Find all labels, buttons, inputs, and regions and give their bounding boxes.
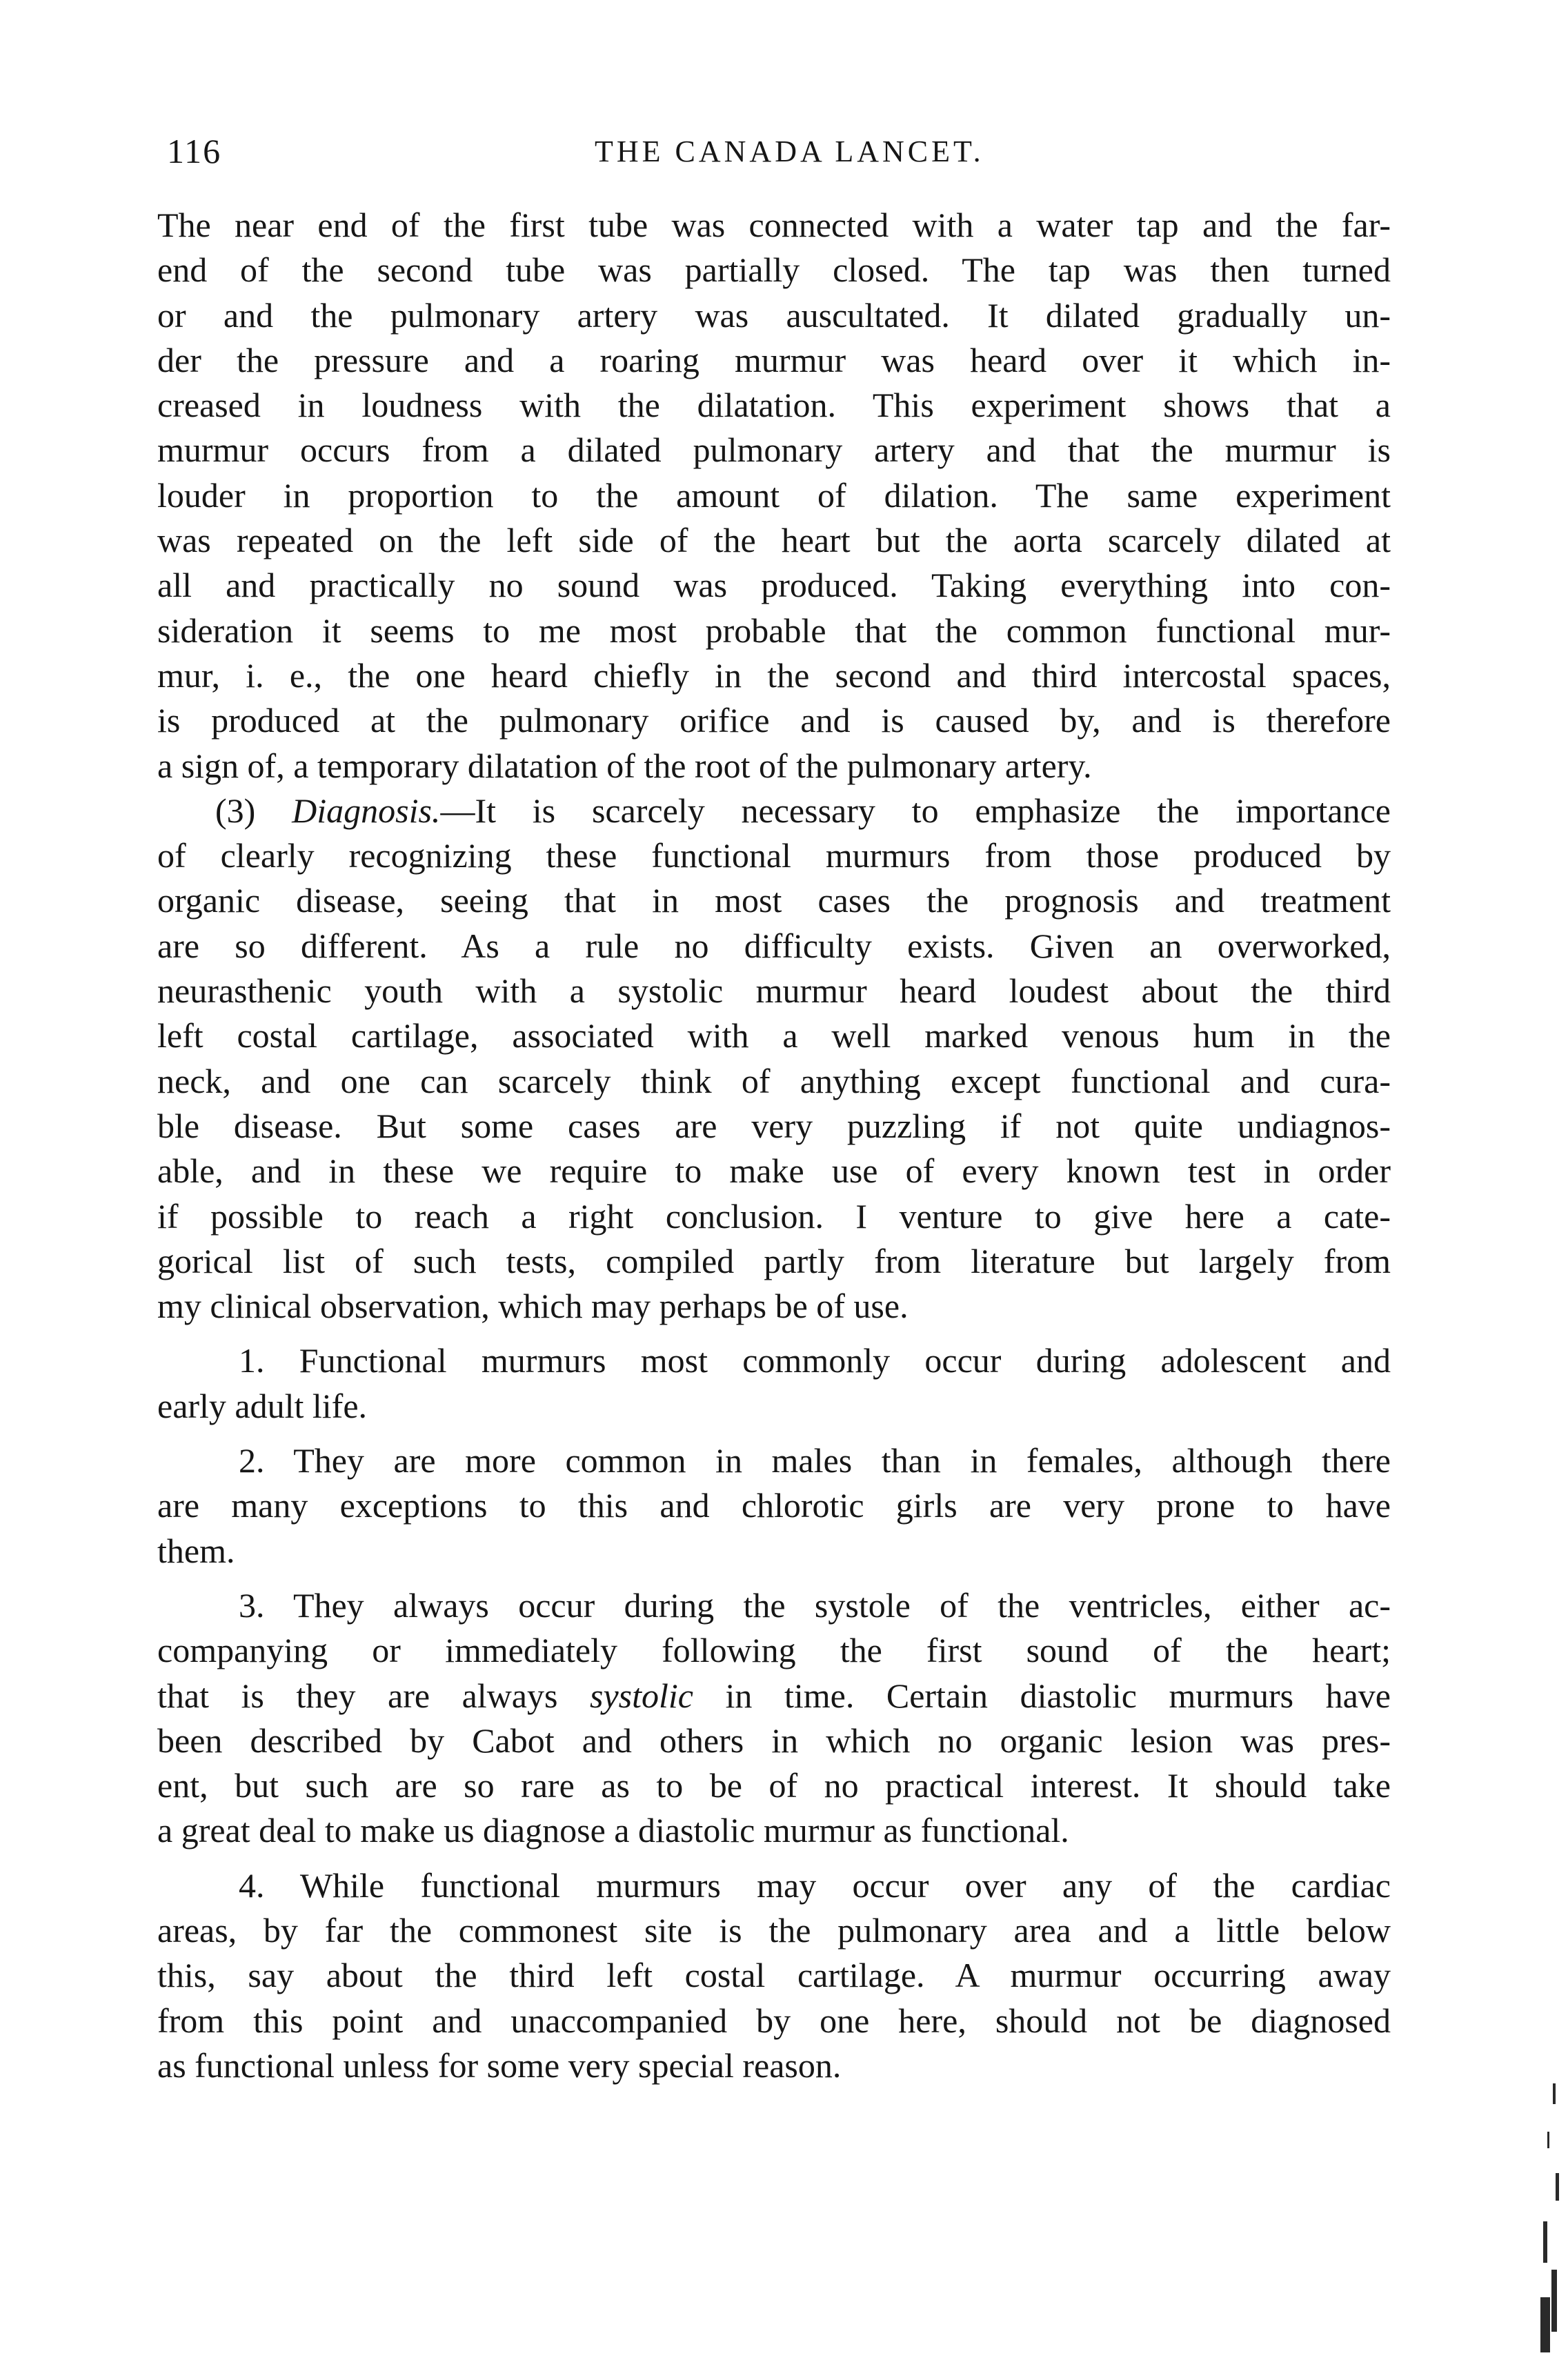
text-line: been described by Cabot and others in which no organic lesion was pres- xyxy=(157,1721,1391,1760)
text-line: The near end of the first tube was connected with a water tap and the far- xyxy=(157,206,1391,244)
list-item-1: 1. Functional murmurs most commonly occur during adolescent and xyxy=(239,1341,1391,1380)
text-line: early adult life. xyxy=(157,1386,368,1425)
text-line: neck, and one can scarcely think of anything except functional and cura- xyxy=(157,1061,1391,1100)
text-line: my clinical observation, which may perhaps be of use. xyxy=(157,1287,909,1326)
text-line: areas, by far the commonest site is the pulmonary area and a little below xyxy=(157,1910,1391,1950)
text-line: from this point and unaccompanied by one here, should not be diagnosed xyxy=(157,2001,1391,2040)
text-line: der the pressure and a roaring murmur was heard over it which in- xyxy=(157,340,1391,379)
text-line: are many exceptions to this and chlorotic girls are very prone to have xyxy=(157,1486,1391,1525)
emphasis-systolic: systolic xyxy=(590,1676,693,1715)
text-line: neurasthenic youth with a systolic murmur heard loudest about the third xyxy=(157,971,1391,1011)
text-line: if possible to reach a right conclusion. I venture to give here a cate- xyxy=(157,1196,1391,1236)
text-line: this, say about the third left costal cartilage. A murmur occurring away xyxy=(157,1956,1391,1995)
text-line: are so different. As a rule no difficulty exists. Given an overworked, xyxy=(157,926,1391,965)
running-title: THE CANADA LANCET. xyxy=(595,135,984,168)
text-run: —It is scarcely necessary to emphasize the importance xyxy=(440,791,1391,830)
text-line: or and the pulmonary artery was auscultated. It dilated gradually un- xyxy=(157,295,1391,335)
text-line: gorical list of such tests, compiled partly from literature but largely from xyxy=(157,1241,1391,1280)
section-number: (3) xyxy=(215,791,292,830)
text-line: is produced at the pulmonary orifice and is caused by, and is therefore xyxy=(157,701,1391,740)
text-line: sideration it seems to me most probable that the common functional mur- xyxy=(157,611,1391,650)
list-item-3: 3. They always occur during the systole of the ventricles, either ac- xyxy=(239,1585,1391,1625)
text-line: as functional unless for some very special reason. xyxy=(157,2045,842,2085)
text-line: ent, but such are so rare as to be of no practical interest. It should take xyxy=(157,1766,1391,1805)
text-line: them. xyxy=(157,1531,235,1570)
text-line: ble disease. But some cases are very puzzling if not quite undiagnos- xyxy=(157,1106,1391,1145)
text-line: mur, i. e., the one heard chiefly in the second and third intercostal spaces, xyxy=(157,655,1391,695)
text-line-with-emphasis xyxy=(157,1674,1391,1718)
page-header xyxy=(167,131,1374,179)
text-run: that is they are always xyxy=(157,1676,590,1715)
section-heading: Diagnosis. xyxy=(292,791,441,830)
text-line: murmur occurs from a dilated pulmonary artery and that the murmur is xyxy=(157,430,1391,470)
paragraph-diagnosis-first-line xyxy=(157,789,1391,833)
text-line: louder in proportion to the amount of dilation. The same experiment xyxy=(157,475,1391,515)
text-line: a great deal to make us diagnose a diastolic murmur as functional. xyxy=(157,1811,1069,1850)
text-run: in time. Certain diastolic murmurs have xyxy=(693,1676,1391,1715)
scan-edge-noise xyxy=(1513,2070,1568,2359)
list-item-4: 4. While functional murmurs may occur over any of the cardiac xyxy=(239,1865,1391,1905)
text-line: organic disease, seeing that in most cases the prognosis and treatment xyxy=(157,881,1391,920)
text-line: was repeated on the left side of the heart but the aorta scarcely dilated at xyxy=(157,521,1391,560)
text-line: a sign of, a temporary dilatation of the root of the pulmonary artery. xyxy=(157,746,1092,785)
text-line: all and practically no sound was produced. Taking everything into con- xyxy=(157,566,1391,605)
page-number: 116 xyxy=(167,132,222,170)
text-line: creased in loudness with the dilatation. This experiment shows that a xyxy=(157,386,1391,425)
text-line: companying or immediately following the first sound of the heart; xyxy=(157,1631,1391,1670)
text-line: end of the second tube was partially closed. The tap was then turned xyxy=(157,250,1391,290)
text-line: left costal cartilage, associated with a well marked venous hum in the xyxy=(157,1016,1391,1055)
list-item-2: 2. They are more common in males than in females, although there xyxy=(239,1441,1391,1480)
text-line: able, and in these we require to make use of every known test in order xyxy=(157,1151,1391,1191)
body-text xyxy=(157,203,1391,2088)
text-line: of clearly recognizing these functional murmurs from those produced by xyxy=(157,836,1391,875)
